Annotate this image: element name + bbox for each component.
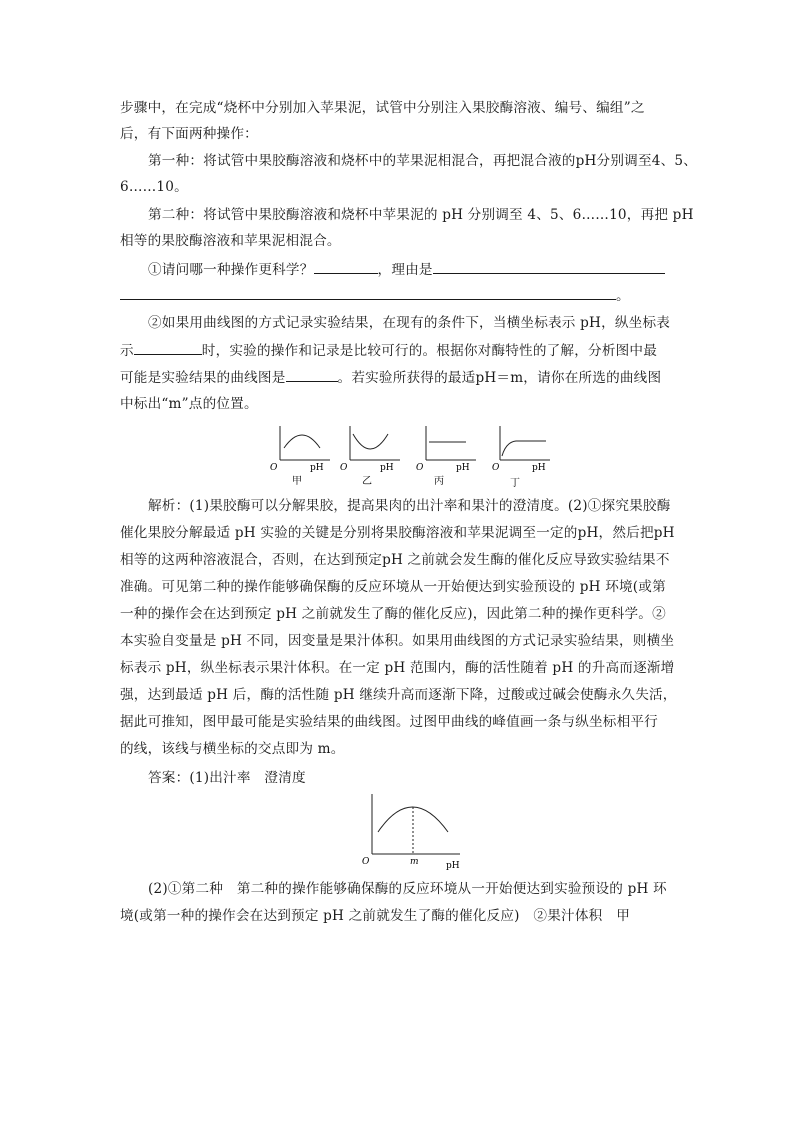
- analysis-line-3: 相等的这两种溶液混合，否则，在达到预定pH 之前就会发生酶的催化反应导致实验结果不: [120, 552, 670, 568]
- sub-question-2-line-2: [120, 340, 657, 361]
- answer-blank-4[interactable]: [134, 340, 202, 355]
- sub-question-2-line-2a: 示: [120, 343, 134, 359]
- answer-graph: [360, 792, 464, 870]
- question-line-1: 步骤中，在完成“烧杯中分别加入苹果泥，试管中分别注入果胶酶溶液、编号、编组”之: [120, 100, 645, 116]
- analysis-line-8: 强，达到最适 pH 后，酶的活性随 pH 继续升高而逐渐下降，过酸或过碱会使酶永久失活，: [120, 687, 677, 703]
- origin-label: O: [362, 857, 370, 867]
- origin-label: O: [492, 463, 500, 473]
- sub-question-1-end: 。: [616, 288, 630, 304]
- sub-question-2-line-1: ②如果用曲线图的方式记录实验结果，在现有的条件下，当横坐标表示 pH，纵坐标表: [148, 315, 671, 331]
- analysis-line-7: 标表示 pH，纵坐标表示果汁体积。在一定 pH 范围内，酶的活性随着 pH 的升高而逐渐增: [120, 660, 675, 676]
- x-axis-label: pH: [310, 463, 324, 473]
- analysis-line-4: 准确。可见第二种的操作能够确保酶的反应环境从一开始便达到实验预设的 pH 环境(或第: [120, 579, 666, 595]
- answer-blank-5[interactable]: [286, 367, 338, 382]
- analysis-line-10: 的线，该线与横坐标的交点即为 m。: [120, 741, 345, 757]
- analysis-line-1: 解析：(1)果胶酶可以分解果胶，提高果肉的出汁率和果汁的澄清度。(2)①探究果胶酶: [148, 498, 671, 514]
- graph-ding: [492, 426, 550, 489]
- x-axis-label: pH: [456, 463, 470, 473]
- sub-question-1: [148, 259, 665, 280]
- analysis-line-5: 一种的操作会在达到预定 pH 之前就发生了酶的催化反应)，因此第二种的操作更科学。②: [120, 606, 666, 622]
- graph-yi: [340, 426, 400, 487]
- x-axis-label: pH: [532, 463, 546, 473]
- sub-question-1-mid: ，理由是: [377, 262, 433, 278]
- analysis-line-6: 本实验自变量是 pH 不同，因变量是果汁体积。如果用曲线图的方式记录实验结果，则横坐: [120, 633, 675, 649]
- x-axis-label: pH: [380, 463, 394, 473]
- answer-blank-2[interactable]: [433, 259, 665, 274]
- option-two-line-1: 第二种：将试管中果胶酶溶液和烧杯中苹果泥的 pH 分别调至 4、5、6……10，再把 pH: [148, 207, 694, 223]
- sub-question-2-line-3b: 。若实验所获得的最适pH＝m，请你在所选的曲线图: [337, 370, 662, 386]
- arch-curve: [284, 435, 320, 448]
- origin-label: O: [340, 463, 348, 473]
- option-one-line-2: 6……10。: [120, 179, 188, 195]
- graph-caption: 丁: [510, 478, 520, 489]
- sub-question-2-line-3a: 可能是实验结果的曲线图是: [120, 370, 286, 386]
- x-axis-label: pH: [446, 861, 460, 870]
- graph-caption: 甲: [292, 476, 302, 487]
- sub-question-2-line-2b: 时，实验的操作和记录是比较可行的。根据你对酶特性的了解，分析图中最: [201, 343, 657, 359]
- option-one-line-1: 第一种：将试管中果胶酶溶液和烧杯中的苹果泥相混合，再把混合液的pH分别调至4、5、: [148, 153, 698, 169]
- sub-question-2-line-4: 中标出“m”点的位置。: [120, 396, 258, 412]
- analysis-line-9: 据此可推知，图甲最可能是实验结果的曲线图。过图甲曲线的峰值画一条与纵坐标相平行: [120, 714, 658, 730]
- rise-flat-curve: [502, 441, 546, 456]
- analysis-line-2: 催化果胶分解最适 pH 实验的关键是分别将果胶酶溶液和苹果泥调至一定的pH，然后把pH: [120, 525, 675, 541]
- option-two-line-2: 相等的果胶酶溶液和苹果泥相混合。: [120, 233, 341, 249]
- graph-jia: [270, 426, 330, 487]
- origin-label: O: [270, 463, 278, 473]
- graph-caption: 丙: [434, 476, 444, 487]
- graph-bing: [416, 426, 476, 487]
- sub-question-1-text: ①请问哪一种操作更科学？: [148, 262, 314, 278]
- answer-line-1: 答案：(1)出汁率 澄清度: [148, 770, 306, 786]
- graph-caption: 乙: [362, 476, 372, 487]
- sub-question-2-line-3: [120, 367, 661, 388]
- answer-blank-1[interactable]: [314, 259, 378, 274]
- sub-question-1-continued: [120, 285, 630, 306]
- question-line-2: 后，有下面两种操作：: [120, 126, 258, 142]
- origin-label: O: [416, 463, 424, 473]
- answer-line-3: 境(或第一种的操作会在达到预定 pH 之前就发生了酶的催化反应) ②果汁体积 甲: [120, 908, 630, 924]
- answer-line-2: (2)①第二种 第二种的操作能够确保酶的反应环境从一开始便达到实验预设的 pH 环: [148, 881, 667, 897]
- answer-blank-3[interactable]: [120, 285, 616, 300]
- m-point-label: m: [410, 857, 419, 867]
- graph-set: [266, 424, 556, 490]
- valley-curve: [353, 434, 388, 449]
